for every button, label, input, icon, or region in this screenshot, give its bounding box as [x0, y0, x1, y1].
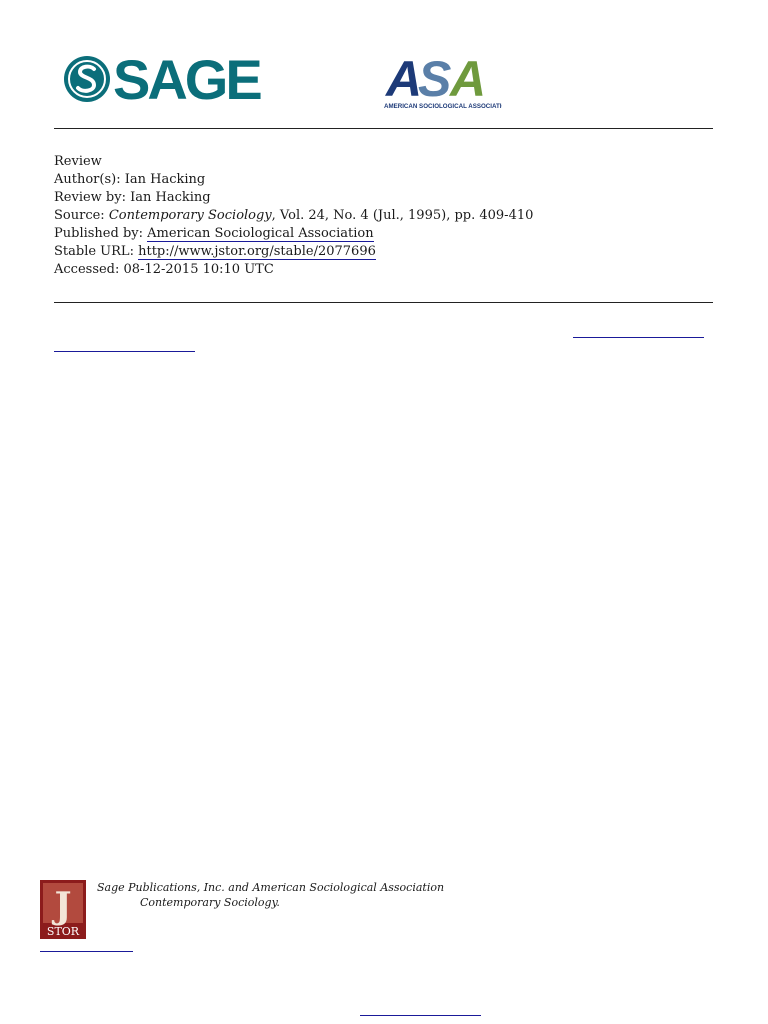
stable-url-label: Stable URL:	[54, 244, 134, 259]
jstor-link[interactable]	[40, 951, 133, 952]
stable-url-line	[54, 243, 533, 261]
accessed-line: Accessed: 08-12-2015 10:10 UTC	[54, 262, 274, 277]
svg-text:J: J	[54, 885, 72, 927]
article-title: Review	[54, 154, 102, 169]
author-label: Author(s):	[54, 172, 121, 187]
stable-url-link[interactable]: http://www.jstor.org/stable/2077696	[138, 244, 376, 259]
reviewer-label: Review by:	[54, 190, 126, 205]
publisher-link[interactable]: American Sociological Association	[147, 226, 374, 241]
bottom-divider	[54, 302, 713, 303]
footer-line-2: Contemporary Sociology.	[140, 896, 280, 909]
sage-logo	[63, 48, 263, 110]
top-divider	[54, 128, 713, 129]
source-line	[54, 207, 533, 225]
svg-text:AMERICAN SOCIOLOGICAL ASSOCIAT: AMERICAN SOCIOLOGICAL ASSOCIATION	[384, 103, 502, 110]
publisher-label: Published by:	[54, 226, 143, 241]
source-label: Source:	[54, 208, 105, 223]
publisher-line	[54, 225, 533, 243]
issue-details: , Vol. 24, No. 4 (Jul., 1995), pp. 409-410	[271, 208, 534, 223]
svg-text:S: S	[418, 51, 448, 107]
citation-block	[54, 153, 533, 279]
author-line	[54, 171, 533, 189]
svg-text:A: A	[450, 51, 483, 107]
reviewer-line	[54, 189, 533, 207]
jstor-logo[interactable]	[40, 880, 86, 939]
author-name: Ian Hacking	[124, 172, 206, 187]
bottom-link[interactable]	[360, 1015, 481, 1016]
reviewer-name: Ian Hacking	[130, 190, 211, 205]
terms-link-part1[interactable]	[573, 337, 704, 338]
asa-logo	[384, 50, 502, 112]
svg-text:A: A	[386, 51, 419, 107]
journal-title: Contemporary Sociology	[108, 208, 272, 223]
footer-line-1: Sage Publications, Inc. and American Sociological Association	[97, 881, 445, 894]
terms-link-part2[interactable]	[54, 351, 195, 352]
svg-text:STOR: STOR	[46, 925, 80, 938]
svg-text:SAGE: SAGE	[113, 48, 260, 110]
footer-note	[97, 880, 444, 910]
